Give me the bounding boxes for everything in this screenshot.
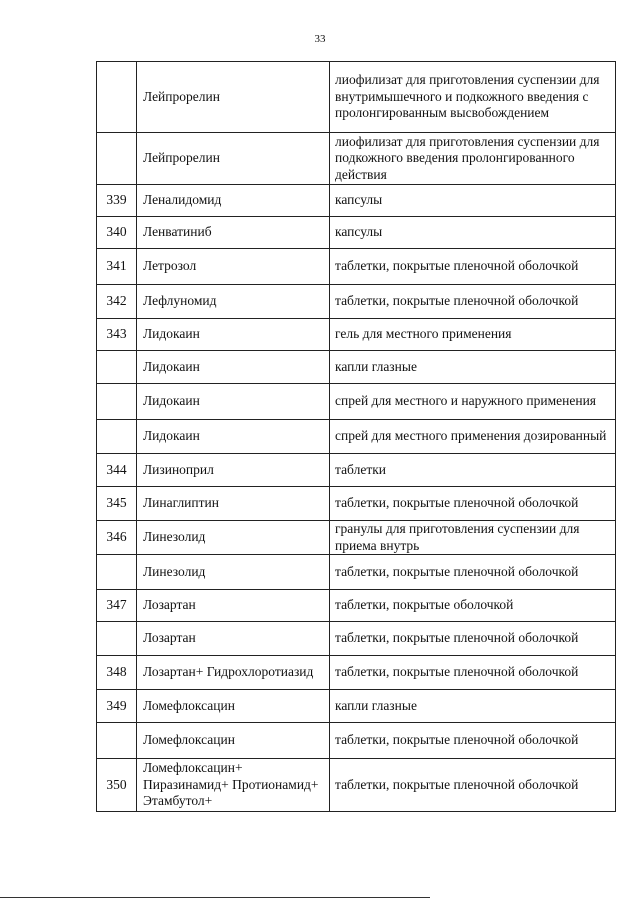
dosage-form: таблетки, покрытые пленочной оболочкой	[330, 249, 616, 285]
row-number	[97, 62, 137, 133]
drug-name: Ломефлоксацин+ Пиразинамид+ Протионамид+ Этамбутол+	[137, 759, 330, 812]
table-row	[97, 133, 616, 185]
dosage-form: таблетки, покрытые оболочкой	[330, 590, 616, 622]
row-number: 340	[97, 217, 137, 249]
drug-name: Ломефлоксацин	[137, 690, 330, 723]
row-number: 343	[97, 319, 137, 351]
row-number: 347	[97, 590, 137, 622]
footer-divider	[0, 897, 430, 898]
table-row	[97, 723, 616, 759]
drug-name: Лизиноприл	[137, 454, 330, 487]
table-row	[97, 759, 616, 812]
table-row	[97, 521, 616, 555]
row-number: 348	[97, 656, 137, 690]
dosage-form: таблетки	[330, 454, 616, 487]
table-row	[97, 217, 616, 249]
dosage-form: таблетки, покрытые пленочной оболочкой	[330, 555, 616, 590]
table-row	[97, 185, 616, 217]
row-number: 341	[97, 249, 137, 285]
drug-name: Лозартан	[137, 590, 330, 622]
drug-name: Лидокаин	[137, 351, 330, 384]
drug-name: Лейпрорелин	[137, 62, 330, 133]
row-number	[97, 420, 137, 454]
dosage-form: капли глазные	[330, 351, 616, 384]
dosage-form: лиофилизат для приготовления суспензии для подкожного введения пролонгированного действия	[330, 133, 616, 185]
row-number: 349	[97, 690, 137, 723]
row-number: 346	[97, 521, 137, 555]
drug-name: Ленватиниб	[137, 217, 330, 249]
dosage-form: таблетки, покрытые пленочной оболочкой	[330, 622, 616, 656]
page-number: 33	[314, 33, 326, 45]
drug-name: Леналидомид	[137, 185, 330, 217]
dosage-form: таблетки, покрытые пленочной оболочкой	[330, 487, 616, 521]
row-number: 344	[97, 454, 137, 487]
drug-name: Линаглиптин	[137, 487, 330, 521]
row-number	[97, 622, 137, 656]
drug-name: Летрозол	[137, 249, 330, 285]
drug-name: Лидокаин	[137, 384, 330, 420]
row-number: 350	[97, 759, 137, 812]
dosage-form: капсулы	[330, 185, 616, 217]
dosage-form: спрей для местного применения дозированный	[330, 420, 616, 454]
table-row	[97, 622, 616, 656]
table-row	[97, 656, 616, 690]
drug-name: Лозартан	[137, 622, 330, 656]
row-number: 345	[97, 487, 137, 521]
row-number	[97, 555, 137, 590]
drug-name: Линезолид	[137, 521, 330, 555]
table-row	[97, 319, 616, 351]
drug-name: Лидокаин	[137, 420, 330, 454]
drug-name: Линезолид	[137, 555, 330, 590]
table-row	[97, 285, 616, 319]
table-row	[97, 690, 616, 723]
dosage-form: таблетки, покрытые пленочной оболочкой	[330, 656, 616, 690]
dosage-form: спрей для местного и наружного применения	[330, 384, 616, 420]
dosage-form: гранулы для приготовления суспензии для приема внутрь	[330, 521, 616, 555]
table-row	[97, 249, 616, 285]
table-row	[97, 454, 616, 487]
dosage-form: таблетки, покрытые пленочной оболочкой	[330, 723, 616, 759]
table-row	[97, 62, 616, 133]
table-row	[97, 590, 616, 622]
table-row	[97, 384, 616, 420]
row-number	[97, 133, 137, 185]
row-number	[97, 384, 137, 420]
table-row	[97, 351, 616, 384]
dosage-form: таблетки, покрытые пленочной оболочкой	[330, 285, 616, 319]
dosage-form: капли глазные	[330, 690, 616, 723]
drug-name: Лефлуномид	[137, 285, 330, 319]
dosage-form: капсулы	[330, 217, 616, 249]
table-row	[97, 555, 616, 590]
dosage-form: лиофилизат для приготовления суспензии для внутримышечного и подкожного введения с пролонгированным высвобождением	[330, 62, 616, 133]
dosage-form: таблетки, покрытые пленочной оболочкой	[330, 759, 616, 812]
drug-name: Лозартан+ Гидрохлоротиазид	[137, 656, 330, 690]
table-row	[97, 487, 616, 521]
row-number: 342	[97, 285, 137, 319]
drug-name: Лидокаин	[137, 319, 330, 351]
row-number	[97, 723, 137, 759]
drug-name: Лейпрорелин	[137, 133, 330, 185]
row-number	[97, 351, 137, 384]
row-number: 339	[97, 185, 137, 217]
drug-name: Ломефлоксацин	[137, 723, 330, 759]
drug-table	[96, 61, 616, 812]
table-row	[97, 420, 616, 454]
dosage-form: гель для местного применения	[330, 319, 616, 351]
